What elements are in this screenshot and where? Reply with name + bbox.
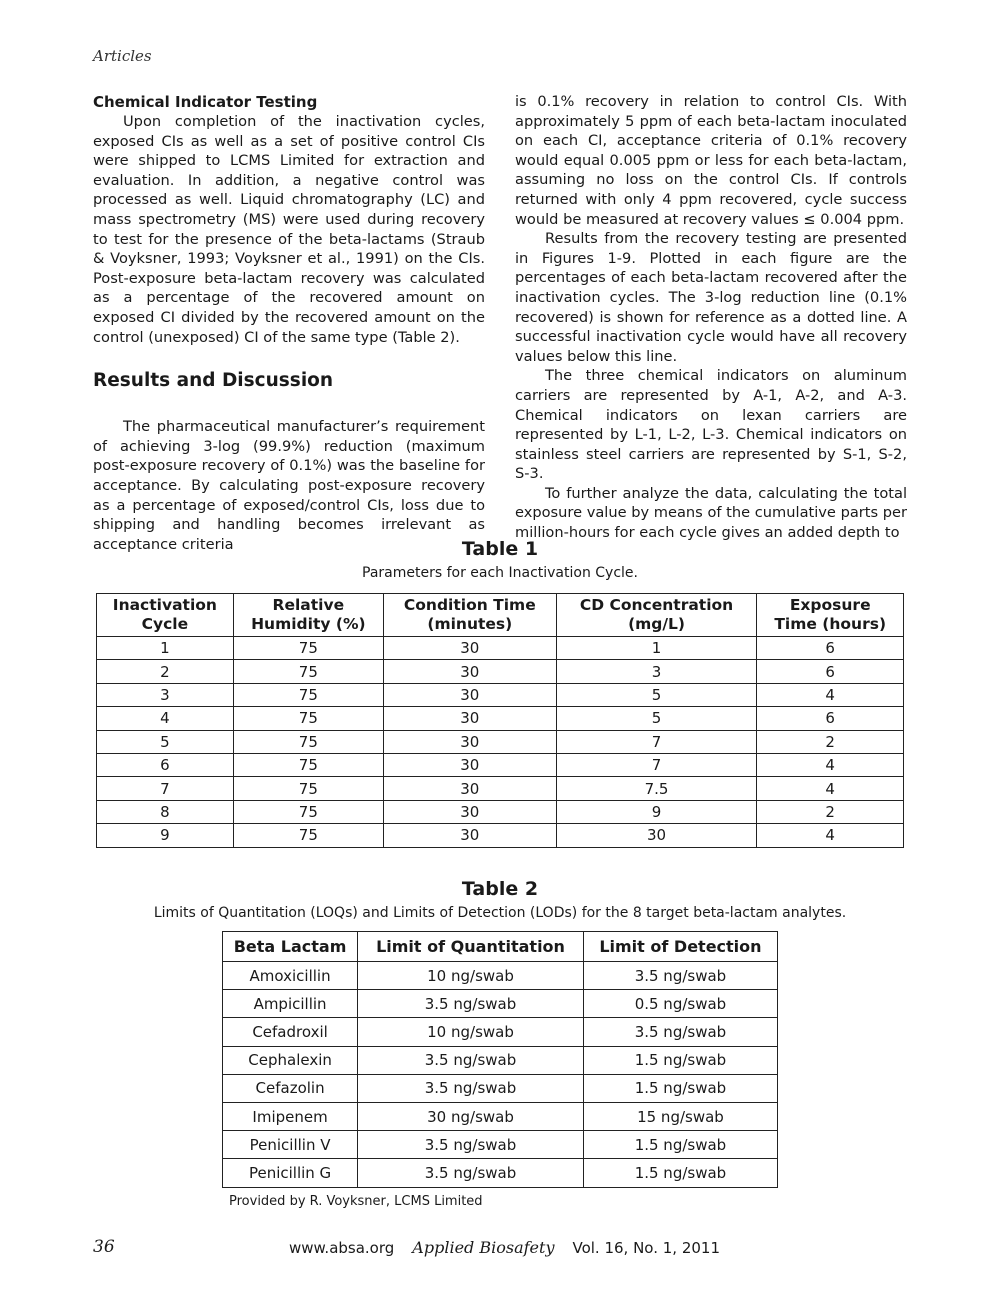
table-row xyxy=(97,753,904,776)
table-cell: 5 xyxy=(97,730,234,753)
table2-note: Provided by R. Voyksner, LCMS Limited xyxy=(229,1194,483,1209)
table-cell: Ampicillin xyxy=(223,990,358,1018)
table-cell: 30 xyxy=(383,777,556,800)
table2-header-cell: Limit of Detection xyxy=(583,932,777,962)
table1-header-line: Relative xyxy=(272,596,345,614)
table-cell: 75 xyxy=(233,660,383,683)
table-cell: 4 xyxy=(757,683,904,706)
table-cell: 8 xyxy=(97,800,234,823)
table-row xyxy=(97,637,904,660)
table-cell: 4 xyxy=(757,753,904,776)
table-cell: Penicillin V xyxy=(223,1131,358,1159)
table-cell: 5 xyxy=(556,683,757,706)
table-row xyxy=(97,730,904,753)
footer-volume: Vol. 16, No. 1, 2011 xyxy=(572,1239,721,1257)
table-row xyxy=(223,1159,778,1187)
table-cell: 3.5 ng/swab xyxy=(358,1074,584,1102)
table1-caption: Parameters for each Inactivation Cycle. xyxy=(362,565,638,581)
table2 xyxy=(222,931,778,1188)
table-cell: 5 xyxy=(556,707,757,730)
table-cell: 30 ng/swab xyxy=(358,1102,584,1130)
table-cell: 3 xyxy=(556,660,757,683)
table-row xyxy=(97,683,904,706)
table1-header-line: Time (hours) xyxy=(774,615,887,633)
table-cell: 3.5 ng/swab xyxy=(358,1046,584,1074)
paragraph: To further analyze the data, calculating the total exposure value by means of the cumulative parts per million-hours for each cycle gives an added depth to xyxy=(515,484,907,542)
table1-header-line: Cycle xyxy=(141,615,189,633)
table-cell: 30 xyxy=(383,707,556,730)
table-cell: 7 xyxy=(97,777,234,800)
section-heading-results: Results and Discussion xyxy=(93,370,334,392)
table-cell: 30 xyxy=(383,730,556,753)
table-cell: 75 xyxy=(233,777,383,800)
table-cell: 0.5 ng/swab xyxy=(583,990,777,1018)
paragraph: The three chemical indicators on aluminum carriers are represented by A-1, A-2, and A-3. Chemical indicators on lexan carriers are represented by L-1, L-2, L-3. Chemical indicators on stainless steel carriers are represented by S-1, S-2, S-3. xyxy=(515,367,907,483)
table1-header-line: Exposure xyxy=(789,596,871,614)
table2-block xyxy=(0,877,1000,1188)
table-cell: Imipenem xyxy=(223,1102,358,1130)
table-cell: Cefazolin xyxy=(223,1074,358,1102)
footer-url: www.absa.org xyxy=(289,1239,395,1257)
table1-header-line: (minutes) xyxy=(427,615,513,633)
table-cell: 75 xyxy=(233,637,383,660)
table-cell: 1 xyxy=(556,637,757,660)
table-cell: 7 xyxy=(556,730,757,753)
table-cell: 2 xyxy=(757,730,904,753)
table1-header-line: CD Concentration xyxy=(579,596,734,614)
table-cell: 1.5 ng/swab xyxy=(583,1046,777,1074)
table-cell: 6 xyxy=(757,637,904,660)
subheading-chemical-indicator-testing: Chemical Indicator Testing xyxy=(93,93,318,111)
table-cell: 30 xyxy=(383,637,556,660)
table-cell: 3.5 ng/swab xyxy=(358,1131,584,1159)
running-head: Articles xyxy=(93,47,152,65)
footer-journal: Applied Biosafety xyxy=(412,1238,555,1257)
table-cell: 30 xyxy=(383,753,556,776)
table-cell: Amoxicillin xyxy=(223,962,358,990)
table-cell: 75 xyxy=(233,800,383,823)
table1-header-cell xyxy=(556,594,757,637)
table1-header-cell xyxy=(97,594,234,637)
table2-caption: Limits of Quantitation (LOQs) and Limits of Detection (LODs) for the 8 target beta-lactam analytes. xyxy=(153,905,847,921)
table1-header-line: Inactivation xyxy=(112,596,217,614)
table1-header-cell xyxy=(383,594,556,637)
table-cell: 75 xyxy=(233,730,383,753)
table-cell: 10 ng/swab xyxy=(358,1018,584,1046)
table-cell: 4 xyxy=(757,777,904,800)
table-cell: 2 xyxy=(757,800,904,823)
table-cell: 30 xyxy=(383,683,556,706)
table-cell: 30 xyxy=(383,660,556,683)
table-row xyxy=(223,1102,778,1130)
table-cell: 4 xyxy=(757,824,904,847)
footer xyxy=(289,1238,720,1257)
left-column xyxy=(93,92,485,554)
table-cell: 6 xyxy=(97,753,234,776)
table-cell: 75 xyxy=(233,753,383,776)
table-row xyxy=(97,660,904,683)
table-cell: 9 xyxy=(97,824,234,847)
table-cell: 75 xyxy=(233,824,383,847)
table-cell: 30 xyxy=(556,824,757,847)
page-number: 36 xyxy=(93,1237,115,1257)
table-cell: 2 xyxy=(97,660,234,683)
table-cell: 7 xyxy=(556,753,757,776)
table-cell: 3.5 ng/swab xyxy=(583,962,777,990)
table1 xyxy=(96,593,904,848)
table-cell: Cefadroxil xyxy=(223,1018,358,1046)
table1-block xyxy=(0,537,1000,848)
table-cell: 4 xyxy=(97,707,234,730)
paragraph: Upon completion of the inactivation cycles, exposed CIs as well as a set of positive control CIs were shipped to LCMS Limited for extraction and evaluation. In addition, a negative control was processed as well. Liquid chromatography (LC) and mass spectrometry (MS) were used during recovery to test for the presence of the beta-lactams (Straub & Voyksner, 1993; Voyksner et al., 1991) on the CIs. Post-exposure beta-lactam recovery was calculated as a percentage of the recovered amount on exposed CI divided by the recovered amount on the control (unexposed) CI of the same type (Table 2). xyxy=(93,113,485,346)
table-cell: 3 xyxy=(97,683,234,706)
table-row xyxy=(223,990,778,1018)
table-cell: 1.5 ng/swab xyxy=(583,1074,777,1102)
table-cell: 1 xyxy=(97,637,234,660)
table-row xyxy=(223,1046,778,1074)
table-cell: 15 ng/swab xyxy=(583,1102,777,1130)
table-row xyxy=(223,962,778,990)
table-cell: 7.5 xyxy=(556,777,757,800)
table1-header-line: (mg/L) xyxy=(628,615,686,633)
table-row xyxy=(97,800,904,823)
paragraph: The pharmaceutical manufacturer’s requirement of achieving 3-log (99.9%) reduction (maximum post-exposure recovery of 0.1%) was the baseline for acceptance. By calculating post-exposure recovery as a percentage of exposed/control CIs, loss due to shipping and handling becomes irrelevant as acceptance criteria xyxy=(93,418,485,553)
paragraph: is 0.1% recovery in relation to control CIs. With approximately 5 ppm of each beta-lactam inoculated on each CI, acceptance criteria of 0.1% recovery would equal 0.005 ppm or less for each beta-lactam, assuming no loss on the control CIs. If controls returned with only 4 ppm recovered, cycle success would be measured at recovery values ≤ 0.004 ppm. xyxy=(515,93,907,228)
table-cell: Cephalexin xyxy=(223,1046,358,1074)
table-cell: 30 xyxy=(383,824,556,847)
table-row xyxy=(223,1131,778,1159)
table-row xyxy=(97,824,904,847)
table-cell: 75 xyxy=(233,707,383,730)
table-cell: 6 xyxy=(757,707,904,730)
table-row xyxy=(97,707,904,730)
table-row xyxy=(223,1018,778,1046)
table1-header-line: Humidity (%) xyxy=(251,615,366,633)
table-cell: 10 ng/swab xyxy=(358,962,584,990)
table-cell: 3.5 ng/swab xyxy=(583,1018,777,1046)
table-cell: Penicillin G xyxy=(223,1159,358,1187)
right-column xyxy=(515,92,907,543)
table2-header-cell: Beta Lactam xyxy=(223,932,358,962)
table-cell: 3.5 ng/swab xyxy=(358,1159,584,1187)
table-cell: 30 xyxy=(383,800,556,823)
table1-header-cell xyxy=(757,594,904,637)
table1-header-line: Condition Time xyxy=(403,596,536,614)
table-cell: 6 xyxy=(757,660,904,683)
table-cell: 1.5 ng/swab xyxy=(583,1131,777,1159)
paragraph: Results from the recovery testing are presented in Figures 1-9. Plotted in each figure are the percentages of each beta-lactam recovered after the inactivation cycles. The 3-log reduction line (0.1% recovered) is shown for reference as a dotted line. A successful inactivation cycle would have all recovery values below this line. xyxy=(515,230,907,365)
table2-title: Table 2 xyxy=(461,878,539,900)
table-cell: 1.5 ng/swab xyxy=(583,1159,777,1187)
table1-title: Table 1 xyxy=(461,538,539,560)
table-row xyxy=(223,1074,778,1102)
table-cell: 9 xyxy=(556,800,757,823)
table2-header-cell: Limit of Quantitation xyxy=(358,932,584,962)
table-cell: 3.5 ng/swab xyxy=(358,990,584,1018)
table-cell: 75 xyxy=(233,683,383,706)
table-row xyxy=(97,777,904,800)
table1-header-cell xyxy=(233,594,383,637)
